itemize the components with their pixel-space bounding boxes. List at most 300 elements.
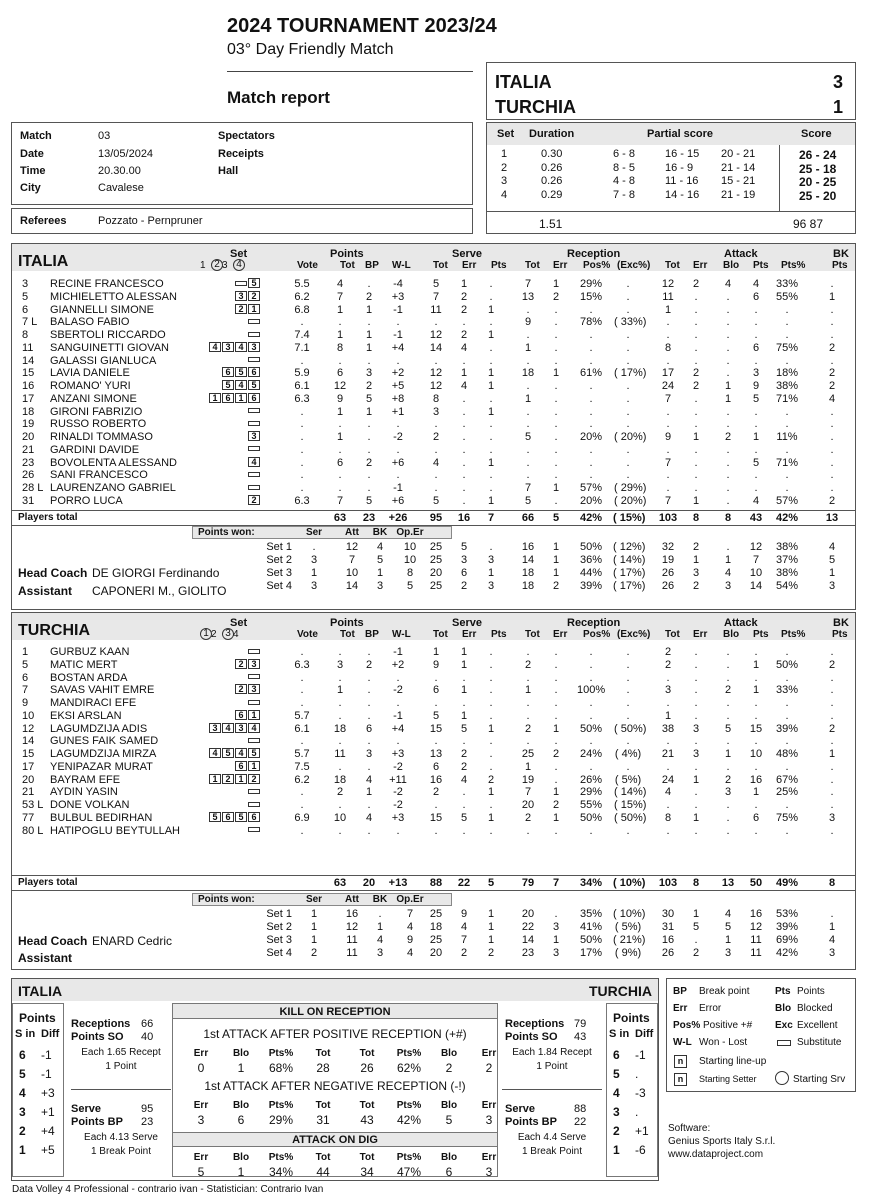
turchia-h-tot: Tot [665,629,680,640]
turchia-set-stat: 30 [661,908,675,920]
turchia-stat: . [489,760,493,773]
italia-player-name: PORRO LUCA [50,494,123,507]
italia-stat: . [666,354,670,367]
italia-set-stat: 32 [661,541,675,553]
turchia-stat: . [462,735,466,748]
italia-stat: 7 [664,494,672,507]
italia-set-stat: 38% [775,567,799,579]
turchia-set-stat: 35% [579,908,603,920]
italia-player-num: 28 L [22,482,44,494]
italia-pw-label: Points won: [198,527,255,538]
turchia-stat: 4 [460,773,468,786]
italia-set-stat: 2 [692,541,700,553]
turchia-stat: . [434,799,438,811]
italia-stat: . [626,443,630,456]
turchia-stat: . [367,697,371,709]
legend-wl: W-L [673,1037,692,1048]
italia-stat: . [830,303,834,316]
rotation-diff: . [635,1067,639,1081]
turchia-player-name: MANDIRACI EFE [50,697,137,709]
turchia-h-pos: Pos% [583,629,611,640]
turchia-stat: 2 [524,658,532,671]
italia-player-name: GALASSI GIANLUCA [50,354,157,367]
italia-stat: 3 [432,405,440,418]
italia-stat: 12 [333,380,347,392]
turchia-stat: 1 [752,658,760,671]
kill-head: Blo [440,1100,458,1111]
turchia-set-stat: 42% [775,947,799,959]
italia-total: ( 15%) [613,512,646,524]
italia-stat: . [338,469,342,482]
legend-pos-text: Positive +# [703,1020,753,1031]
turchia-stat: ( 15%) [614,799,647,811]
italia-stat: . [726,290,730,303]
turchia-stat: 1 [664,709,672,722]
legend-pos: Pos% [673,1020,701,1031]
italia-set-stat: ( 12%) [613,541,646,553]
turchia-stat: . [589,760,593,773]
italia-stat: 1 [552,278,560,290]
italia-stat: 1 [365,341,373,354]
turchia-stat: -2 [393,786,403,799]
turchia-stat: . [694,671,698,684]
italia-stat: . [626,418,630,431]
a-so-label: Points SO [71,1031,124,1043]
italia-stat: 9 [664,431,672,443]
turchia-pw-head: Op.Er [396,894,424,905]
italia-stat: . [367,482,371,494]
italia-stat: . [754,443,758,456]
italia-set-label: Set 4 [266,580,292,592]
italia-stat: . [830,482,834,494]
turchia-set-stat: 1 [310,934,318,946]
italia-set-stat: 26 [661,580,675,592]
italia-stat: . [367,469,371,482]
kill-value: 5 [445,1113,453,1127]
turchia-stat: 1 [487,786,495,799]
turchia-h-wl: W-L [392,629,411,640]
turchia-stat: . [785,760,789,773]
rotation-position: 2 [19,1124,26,1138]
italia-coach-label: Head Coach [18,566,88,580]
a-pt1: 1 Point [105,1061,137,1072]
turchia-stat: . [785,824,789,837]
turchia-h-points: Points [330,617,364,629]
italia-player-sets: 2 1 [182,304,260,315]
italia-set-stat: 12 [749,541,763,553]
italia-total: 16 [457,512,471,524]
right-rotation [606,1003,658,1177]
sets-row-cell: 0.26 [541,175,563,187]
b-serve-label: Serve [505,1103,535,1115]
turchia-stat: . [367,684,371,697]
italia-stat: . [434,316,438,329]
italia-player-sets: 2 [182,495,260,506]
italia-stat: +4 [391,341,405,354]
result-team-a: ITALIA [495,72,552,92]
turchia-stat: . [554,709,558,722]
kill-head: Pts% [268,1152,294,1163]
sets-row-cell: 0.29 [541,188,563,201]
kill-head: Tot [315,1152,331,1163]
italia-stat: . [666,405,670,418]
turchia-player-name: BULBUL BEDIRHAN [50,811,153,824]
a-rec-label: Receptions [71,1018,131,1030]
rotation-diff: -1 [41,1048,52,1062]
kill-value: 43 [360,1113,374,1127]
turchia-stat: 6 [752,811,760,824]
italia-stat: 1 [336,303,344,316]
report-title: Match report [227,88,330,107]
italia-stat: +6 [391,494,405,507]
turchia-coach-label: Head Coach [18,934,88,948]
sets-row-cell: 25 - 18 [799,161,837,176]
match-subtitle: 03° Day Friendly Match [227,41,394,58]
b-pt2: 1 Break Point [521,1146,583,1157]
match-value: 03 [98,130,111,142]
italia-stat: . [489,392,493,405]
a-rec: 66 [141,1018,154,1030]
italia-stat: . [626,329,630,341]
turchia-player-sets: 3 4 3 4 [182,723,260,734]
turchia-set-stat: 12 [345,921,359,933]
sets-row-cell: 11 - 16 [665,175,699,187]
turchia-stat: . [338,799,342,811]
turchia-stat: 48% [775,748,799,760]
turchia-player-name: LAGUMDZIJA MIRZA [50,748,157,760]
turchia-set-stat: 16 [661,934,675,946]
rotation-diff: +3 [41,1086,55,1100]
italia-stat: . [754,482,758,494]
turchia-stat: . [526,709,530,722]
turchia-stat: 1 [552,786,560,799]
italia-player-name: RECINE FRANCESCO [50,278,164,290]
sets-row-cell: 21 - 19 [721,188,756,201]
italia-player-num: 19 [22,418,35,431]
italia-stat: 5.5 [294,278,310,290]
turchia-stat: 3 [336,658,344,671]
turchia-stat: . [526,735,530,748]
italia-set-stat: 1 [724,554,732,566]
turchia-total: +13 [388,877,408,889]
italia-stat: . [694,341,698,354]
turchia-stat: . [694,709,698,722]
kill-value: 34 [360,1165,374,1179]
turchia-setnum: 3 [222,628,234,640]
italia-stat: 15% [579,290,603,303]
sets-h-set: Set [497,128,515,140]
italia-stat: . [462,482,466,494]
turchia-stat: . [300,646,304,658]
turchia-stat: +3 [391,748,405,760]
turchia-player-sets [182,697,260,708]
italia-stat: . [830,431,834,443]
kill-value: 3 [197,1113,205,1127]
italia-h-ptsbk: Pts [832,260,848,271]
italia-stat: . [554,303,558,316]
turchia-stat: 2 [365,658,373,671]
turchia-set-stat: 25 [429,934,443,946]
turchia-stat: 6 [365,722,373,735]
italia-stat: . [367,278,371,290]
italia-total: 7 [487,512,495,524]
turchia-player-num: 20 [22,773,35,786]
turchia-stat: . [367,671,371,684]
italia-set-stat: 1 [692,554,700,566]
turchia-stat: +3 [391,811,405,824]
italia-h-pts: Pts [753,260,769,271]
turchia-stat: . [694,799,698,811]
rotation-position: 5 [613,1067,620,1081]
italia-set-label: Set 3 [266,567,292,579]
result-team-b: TURCHIA [495,97,576,117]
turchia-stat: . [666,799,670,811]
turchia-stat: +2 [391,658,405,671]
sets-row-cell: 2 [501,161,508,174]
turchia-stat: . [367,709,371,722]
turchia-set-stat: 41% [579,921,603,933]
b-each2: Each 4.4 Serve [517,1132,587,1143]
turchia-set-stat: ( 10%) [613,908,646,920]
italia-set-stat: 3 [828,580,836,592]
italia-stat: 6 [752,341,760,354]
italia-h-ptsp: Pts% [781,260,806,271]
turchia-stat: 4 [365,811,373,824]
kill-value: 34% [268,1165,294,1179]
turchia-stat: . [666,671,670,684]
italia-player-num: 20 [22,431,35,443]
italia-stat: 1 [692,494,700,507]
kill-head: Blo [440,1152,458,1163]
italia-stat: . [462,443,466,456]
italia-player-name: GIRONI FABRIZIO [50,405,143,418]
b-each1: Each 1.84 Recept [512,1047,592,1058]
turchia-stat: . [489,684,493,697]
italia-player-num: 23 [22,456,35,469]
turchia-stat: . [489,748,493,760]
italia-total: 66 [521,512,535,524]
turchia-set-stat: 53% [775,908,799,920]
italia-player-num: 18 [22,405,35,418]
italia-player-sets: 3 2 [182,291,260,302]
italia-stat: . [785,418,789,431]
italia-stat: 5 [365,392,373,405]
italia-stat: . [300,316,304,329]
turchia-player-num: 7 [22,684,29,697]
italia-stat: 1 [664,303,672,316]
turchia-stat: . [300,684,304,697]
turchia-set-stat: . [830,908,834,920]
italia-h-bp: BP [365,260,379,271]
first-neg-title: 1st ATTACK AFTER NEGATIVE RECEPTION (-!) [204,1079,466,1093]
italia-stat: . [626,392,630,405]
italia-set-stat: 25 [429,541,443,553]
italia-total-label: Players total [18,512,78,523]
italia-h-set: Set [230,248,248,260]
starting-serve-icon [775,1071,789,1085]
italia-stat: . [554,354,558,367]
turchia-stat: . [726,658,730,671]
italia-set-stat: 14 [749,580,763,592]
turchia-stat: 1 [460,658,468,671]
rotation-position: 3 [613,1105,620,1119]
substitute-icon [777,1040,791,1046]
turchia-set-stat: 1 [552,934,560,946]
turchia-stat: 2 [460,748,468,760]
italia-h-pts: Pts [491,260,507,271]
italia-stat: . [694,316,698,329]
italia-set-stat: 44% [579,567,603,579]
legend-blo-text: Blocked [797,1003,833,1014]
turchia-stat: . [462,697,466,709]
turchia-stat: 10 [333,811,347,824]
a-serve: 95 [141,1103,154,1115]
sets-h-partial: Partial score [647,128,714,140]
turchia-stat: 3 [664,684,672,697]
turchia-stat: +4 [391,722,405,735]
italia-set-stat: 50% [579,541,603,553]
italia-stat: ( 20%) [614,431,647,443]
turchia-stat: . [589,824,593,837]
turchia-stat: . [666,824,670,837]
turchia-player-sets: 6 1 [182,761,260,772]
italia-set-stat: 3 [310,580,318,592]
italia-set-stat: 10 [403,541,417,553]
turchia-stat: . [338,760,342,773]
turchia-stat: 2 [487,773,495,786]
turchia-stat: . [338,671,342,684]
turchia-player-sets: 6 1 [182,710,260,721]
italia-stat: 61% [579,367,603,380]
turchia-stat: . [554,760,558,773]
italia-set-stat: 10 [749,567,763,579]
italia-stat: . [754,418,758,431]
turchia-stat: 20 [521,799,535,811]
italia-player-name: ROMANO' YURI [50,380,131,392]
italia-stat: 17 [661,367,675,380]
turchia-set-stat: ( 9%) [614,947,642,959]
italia-stat: . [338,418,342,431]
turchia-stat: . [338,709,342,722]
italia-set-stat: 7 [348,554,356,566]
italia-stat: . [694,456,698,469]
turchia-player-sets: 5 6 5 6 [182,812,260,823]
italia-stat: 2 [460,290,468,303]
italia-player-sets [182,469,260,480]
turchia-stat: 18 [333,722,347,735]
italia-stat: ( 17%) [614,367,647,380]
turchia-stat: 3 [692,722,700,735]
italia-player-num: 26 [22,469,35,482]
italia-stat: . [589,405,593,418]
italia-set-stat: 26 [661,567,675,579]
legend-pts: Pts [775,986,791,997]
software-company: Genius Sports Italy S.r.l. [668,1136,776,1147]
right-diff-label: Diff [635,1028,654,1040]
kill-value: 6 [237,1113,245,1127]
italia-stat: 1 [365,405,373,418]
sets-row-cell: 4 [501,188,508,201]
italia-set-stat: 18 [521,580,535,592]
turchia-set-stat: ( 21%) [613,934,646,946]
turchia-stat: . [554,684,558,697]
italia-stat: . [434,418,438,431]
turchia-stat: . [489,799,493,811]
turchia-stat: . [754,697,758,709]
kill-head: Pts% [396,1048,422,1059]
italia-stat: . [434,354,438,367]
turchia-stat: 24% [579,748,603,760]
left-sin-label: S in [15,1028,36,1040]
lineup-box-icon: n [674,1055,687,1068]
kill-panel [172,1003,498,1177]
italia-player-num: 3 [22,278,29,290]
sets-row-cell: 16 - 9 [665,161,694,174]
italia-stat: . [462,354,466,367]
italia-stat: . [666,418,670,431]
italia-set-stat: 38% [775,541,799,553]
turchia-player-name: LAGUMDZIJA ADIS [50,722,148,735]
turchia-stat: . [489,658,493,671]
kill-head: Tot [315,1048,331,1059]
italia-stat: 71% [775,392,799,405]
italia-stat: . [554,469,558,482]
turchia-set-stat: 16 [345,908,359,920]
italia-player-sets: 1 6 1 6 [182,393,260,404]
turchia-set-stat: 11 [346,934,358,946]
italia-stat: . [694,329,698,341]
italia-stat: 1 [487,405,495,418]
italia-stat: 2 [828,380,836,392]
turchia-player-name: EKSI ARSLAN [50,709,122,722]
kill-value: 0 [197,1061,205,1075]
turchia-stat: 1 [752,684,760,697]
italia-h-exc: (Exc%) [617,260,651,271]
rotation-position: 6 [19,1048,26,1062]
italia-h-points: Points [330,248,364,260]
italia-stat: 12 [429,367,443,380]
turchia-setnum: 1 [200,628,212,640]
italia-pw-head: BK [372,527,388,538]
turchia-h-ptsp: Pts% [781,629,806,640]
italia-stat: . [626,380,630,392]
italia-stat: 1 [724,380,732,392]
turchia-set-label: Set 3 [266,934,292,946]
rotation-diff: +1 [635,1124,649,1138]
italia-setnum: 2 [211,259,223,271]
italia-stat: . [526,418,530,431]
turchia-stat: 10 [749,748,763,760]
turchia-stat: . [489,697,493,709]
italia-player-num: 16 [22,380,35,392]
italia-stat: 2 [828,367,836,380]
italia-h-pos: Pos% [583,260,611,271]
turchia-stat: 5.7 [294,748,310,760]
turchia-player-name: SAVAS VAHIT EMRE [50,684,155,697]
turchia-stat: . [367,799,371,811]
italia-player-sets: 4 3 4 3 [182,342,260,353]
turchia-stat: . [589,735,593,748]
time-label: Time [20,165,46,177]
italia-stat: . [726,316,730,329]
turchia-stat: . [626,658,630,671]
turchia-stat: . [489,671,493,684]
turchia-stat: 2 [460,760,468,773]
italia-stat: -1 [393,482,403,494]
italia-set-stat: 3 [376,580,384,592]
italia-player-sets [182,406,260,417]
rotation-diff: +4 [41,1124,55,1138]
